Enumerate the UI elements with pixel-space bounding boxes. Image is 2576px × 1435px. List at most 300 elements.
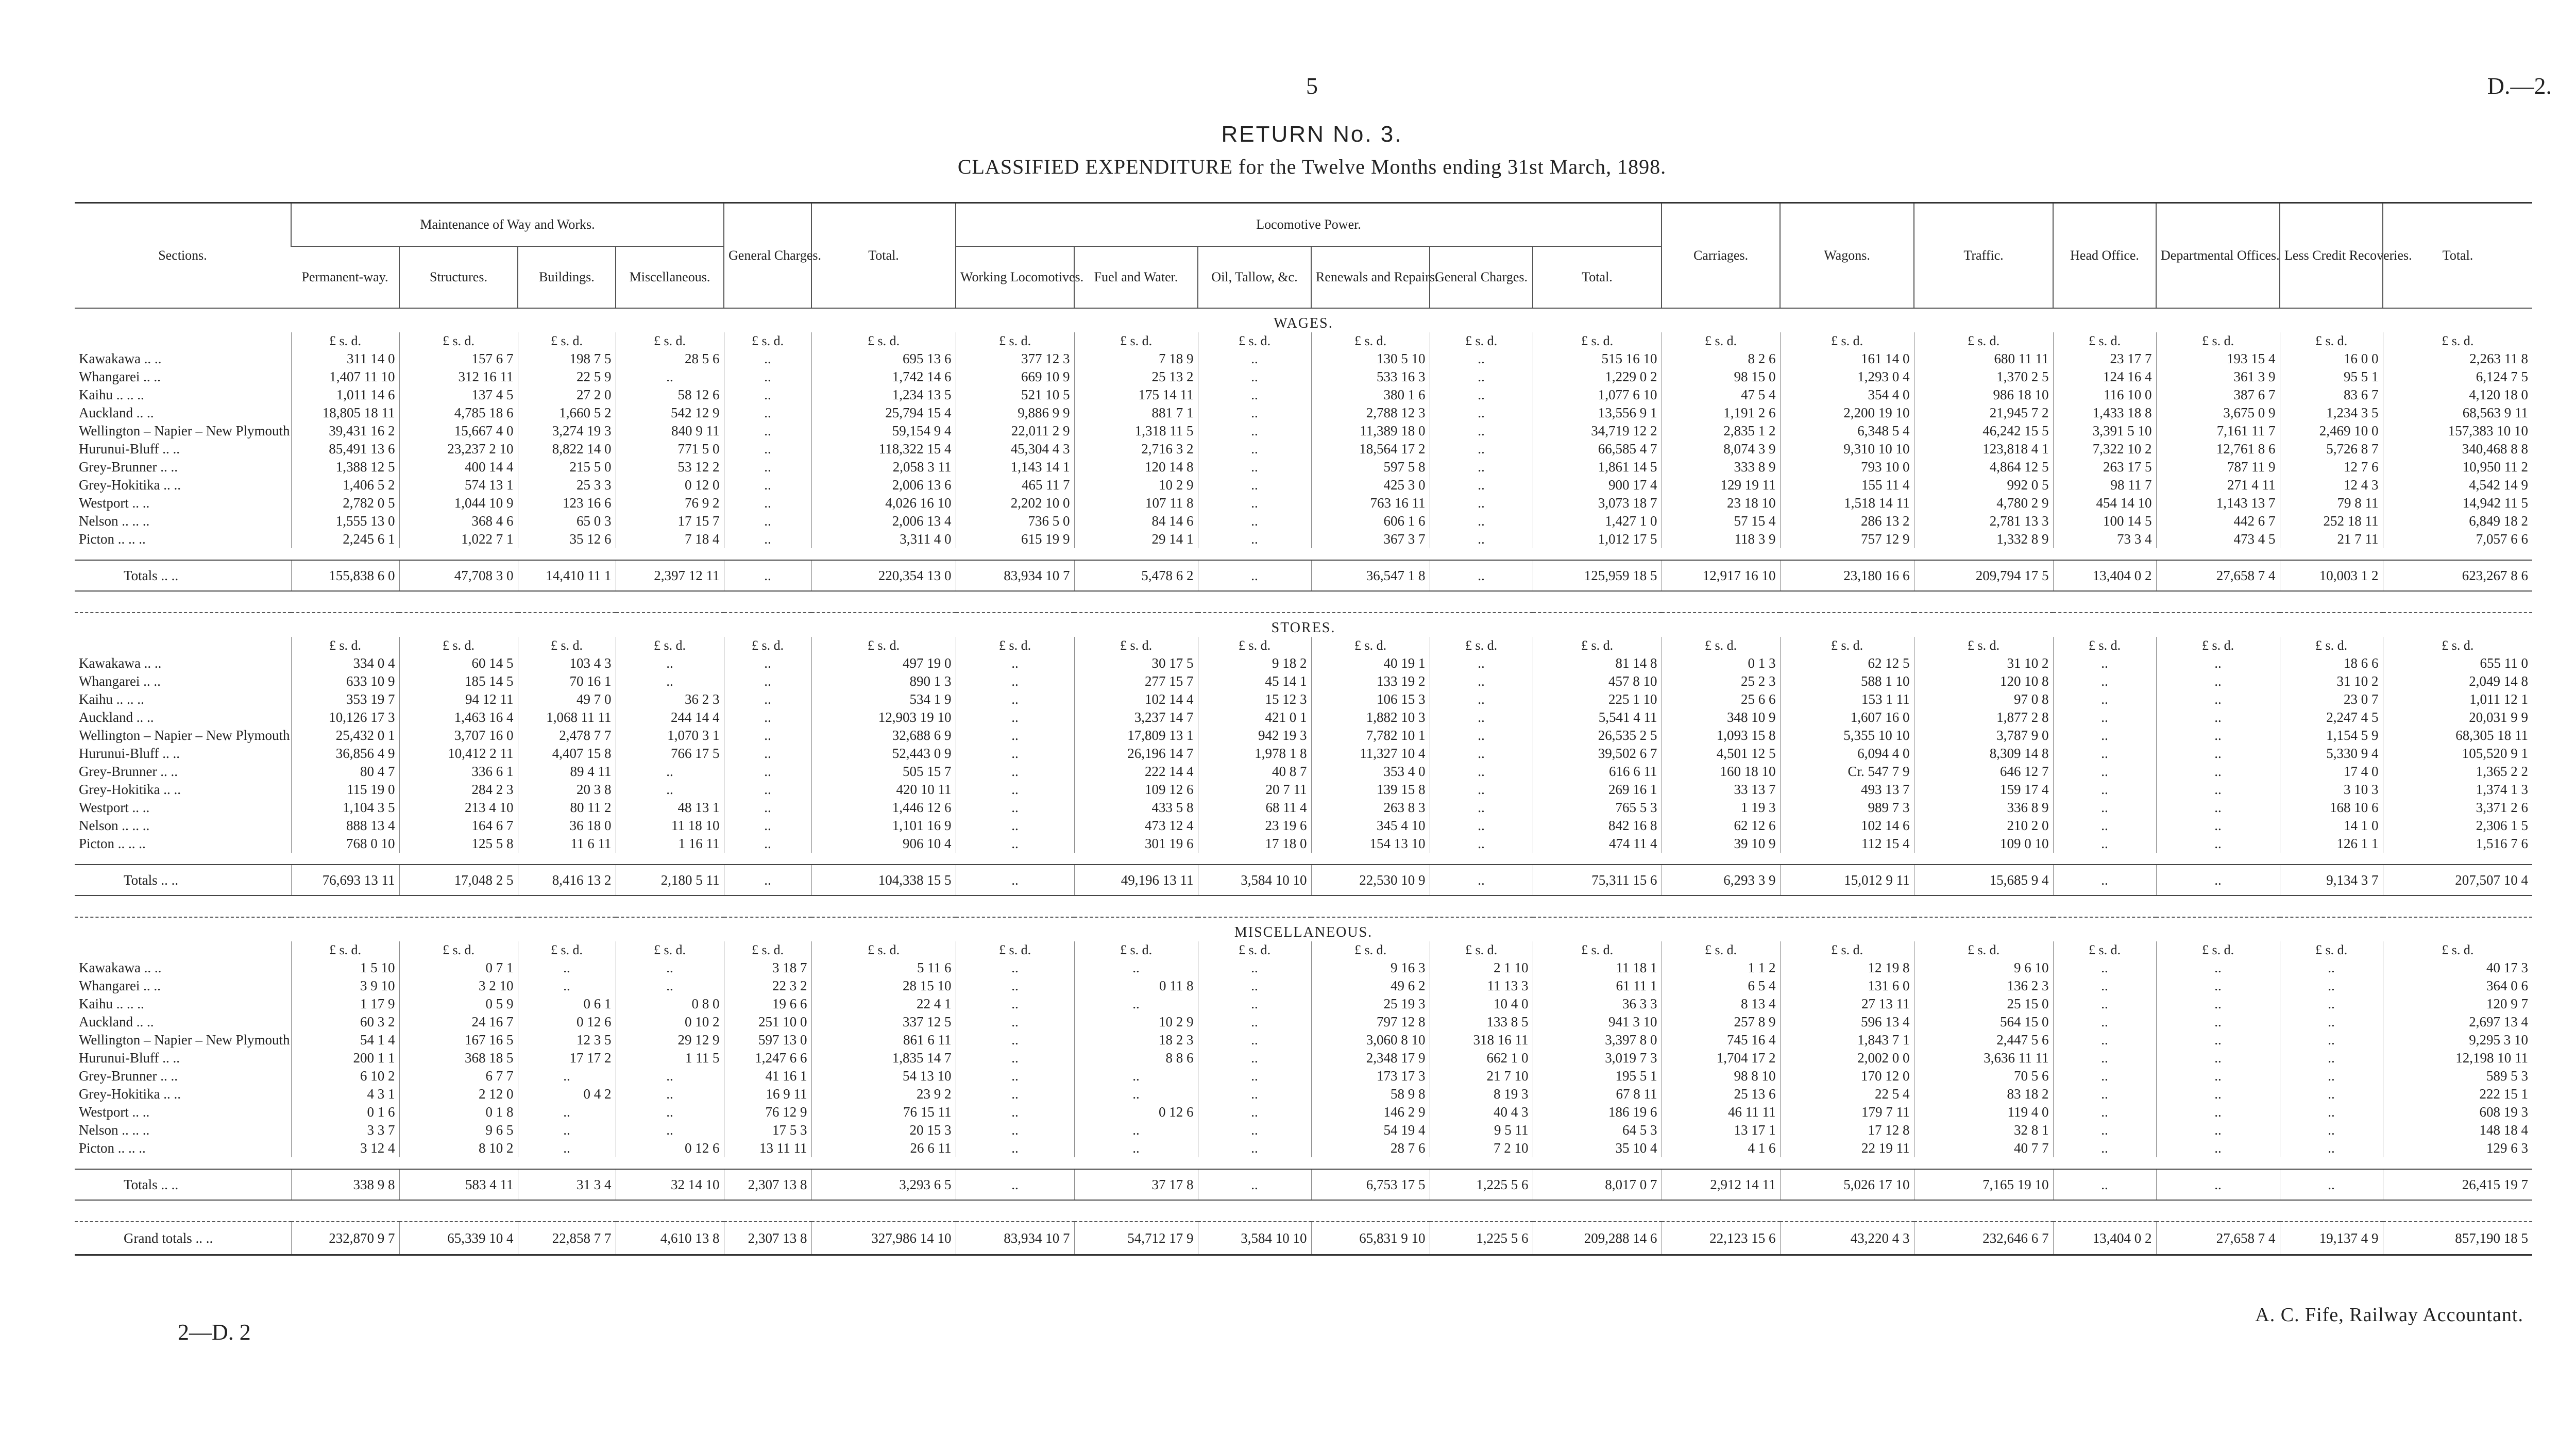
table-cell: ..: [956, 1139, 1074, 1157]
table-cell: 17,048 2 5: [399, 865, 518, 896]
table-cell: 0 8 0: [616, 995, 724, 1013]
table-cell: 646 12 7: [1914, 763, 2053, 781]
currency-unit-label: £ s. d.: [399, 637, 518, 654]
currency-unit-label: £ s. d.: [518, 332, 616, 350]
table-cell: ..: [1430, 781, 1533, 799]
table-row: [75, 1049, 2532, 1067]
table-cell: 1,704 17 2: [1662, 1049, 1780, 1067]
table-cell: 20 3 8: [518, 781, 616, 799]
table-cell: 31 10 2: [1914, 654, 2053, 672]
currency-unit-label: £ s. d.: [2053, 332, 2156, 350]
table-cell: 41 16 1: [724, 1067, 811, 1085]
table-cell: ..: [2156, 763, 2280, 781]
currency-unit-label: £ s. d.: [2383, 637, 2532, 654]
table-cell: 992 0 5: [1914, 476, 2053, 494]
table-cell: 17 17 2: [518, 1049, 616, 1067]
table-cell: 12,917 16 10: [1662, 560, 1780, 591]
table-cell: 12 3 5: [518, 1031, 616, 1049]
table-cell: ..: [1430, 799, 1533, 817]
col-departmental: Departmental Offices.: [2156, 203, 2280, 308]
table-cell: ..: [2280, 1049, 2383, 1067]
table-row: [75, 440, 2532, 458]
table-cell: 200 1 1: [291, 1049, 399, 1067]
section-row-label: Kaihu .. .. ..: [79, 995, 144, 1011]
table-cell: ..: [724, 672, 811, 690]
table-row: [75, 1013, 2532, 1031]
table-cell: 115 19 0: [291, 781, 399, 799]
table-cell: 89 4 11: [518, 763, 616, 781]
table-cell: 36 18 0: [518, 817, 616, 835]
table-cell: 25 19 3: [1311, 995, 1430, 1013]
table-cell: ..: [1430, 654, 1533, 672]
table-cell: 29 12 9: [616, 1031, 724, 1049]
table-cell: ..: [956, 817, 1074, 835]
table-cell: 10,412 2 11: [399, 745, 518, 763]
table-cell: 26,415 19 7: [2383, 1169, 2532, 1200]
table-cell: ..: [2053, 799, 2156, 817]
table-cell: 3,019 7 3: [1533, 1049, 1662, 1067]
table-cell: 12 4 3: [2280, 476, 2383, 494]
table-cell: ..: [1430, 440, 1533, 458]
table-cell: 615 19 9: [956, 530, 1074, 548]
table-cell: ..: [2280, 995, 2383, 1013]
table-cell: 75,311 15 6: [1533, 865, 1662, 896]
section-row-label: Nelson .. .. ..: [79, 513, 150, 529]
table-cell: 65,339 10 4: [399, 1222, 518, 1255]
table-cell: 98 8 10: [1662, 1067, 1780, 1085]
table-cell: 12,761 8 6: [2156, 440, 2280, 458]
table-cell: ..: [1198, 1139, 1311, 1157]
table-cell: ..: [2156, 727, 2280, 745]
table-cell: 361 3 9: [2156, 368, 2280, 386]
table-cell: 348 10 9: [1662, 708, 1780, 727]
totals-row: [75, 1169, 2532, 1200]
table-cell: ..: [2156, 799, 2280, 817]
table-cell: 7,165 19 10: [1914, 1169, 2053, 1200]
table-cell: 286 13 2: [1780, 512, 1914, 530]
table-cell: ..: [1430, 458, 1533, 476]
table-cell: 1,742 14 6: [811, 368, 956, 386]
section-row-label: Wellington – Napier – New Plymouth: [79, 727, 290, 743]
table-cell: ..: [2053, 690, 2156, 708]
table-cell: ..: [2280, 1121, 2383, 1139]
table-cell: 763 16 11: [1311, 494, 1430, 512]
table-cell: 103 4 3: [518, 654, 616, 672]
table-cell: ..: [2053, 1067, 2156, 1085]
currency-unit-label: £ s. d.: [1074, 637, 1198, 654]
table-cell: 6 7 7: [399, 1067, 518, 1085]
table-cell: 597 5 8: [1311, 458, 1430, 476]
table-cell: 3,787 9 0: [1914, 727, 2053, 745]
currency-unit-label: £ s. d.: [1311, 941, 1430, 959]
document-code: D.—2.: [2487, 73, 2552, 99]
table-cell: ..: [2280, 1031, 2383, 1049]
table-cell: 8,416 13 2: [518, 865, 616, 896]
table-cell: 36,856 4 9: [291, 745, 399, 763]
table-row: [75, 1067, 2532, 1085]
table-cell: 31 10 2: [2280, 672, 2383, 690]
section-row-label: Westport .. ..: [79, 1104, 150, 1120]
section-row-label: Kawakawa .. ..: [79, 350, 162, 366]
table-cell: 0 12 6: [1074, 1103, 1198, 1121]
table-cell: 263 8 3: [1311, 799, 1430, 817]
currency-unit-label: £ s. d.: [2280, 637, 2383, 654]
table-cell: 7,782 10 1: [1311, 727, 1430, 745]
table-cell: 1,978 1 8: [1198, 745, 1311, 763]
table-cell: 3 3 7: [291, 1121, 399, 1139]
group-maintenance: Maintenance of Way and Works.: [291, 203, 724, 246]
currency-unit-label: £ s. d.: [1198, 332, 1311, 350]
table-cell: 83 6 7: [2280, 386, 2383, 404]
table-cell: 33 13 7: [1662, 781, 1780, 799]
currency-unit-label: £ s. d.: [2383, 332, 2532, 350]
table-cell: ..: [1074, 959, 1198, 977]
table-cell: ..: [724, 440, 811, 458]
totals-label: Totals .. ..: [75, 1169, 291, 1200]
table-cell: 941 3 10: [1533, 1013, 1662, 1031]
table-cell: 13 11 11: [724, 1139, 811, 1157]
table-row: [75, 404, 2532, 422]
table-cell: 1,229 0 2: [1533, 368, 1662, 386]
table-cell: 130 5 10: [1311, 350, 1430, 368]
table-cell: 3,707 16 0: [399, 727, 518, 745]
table-cell: ..: [1430, 817, 1533, 835]
table-cell: 338 9 8: [291, 1169, 399, 1200]
table-cell: ..: [1430, 727, 1533, 745]
table-cell: 766 17 5: [616, 745, 724, 763]
table-cell: 83,934 10 7: [956, 1222, 1074, 1255]
table-cell: 380 1 6: [1311, 386, 1430, 404]
table-cell: ..: [2053, 1103, 2156, 1121]
table-cell: 3,584 10 10: [1198, 1222, 1311, 1255]
table-cell: 8,074 3 9: [1662, 440, 1780, 458]
section-row-label: Grey-Hokitika .. ..: [79, 781, 181, 797]
table-cell: ..: [2156, 708, 2280, 727]
table-cell: 1,011 12 1: [2383, 690, 2532, 708]
table-cell: 0 5 9: [399, 995, 518, 1013]
table-cell: 157,383 10 10: [2383, 422, 2532, 440]
table-cell: 3 2 10: [399, 977, 518, 995]
table-cell: 170 12 0: [1780, 1067, 1914, 1085]
table-cell: 232,646 6 7: [1914, 1222, 2053, 1255]
table-cell: 251 10 0: [724, 1013, 811, 1031]
table-cell: 420 10 11: [811, 781, 956, 799]
section-row-label: Grey-Hokitika .. ..: [79, 1086, 181, 1102]
table-cell: 104,338 15 5: [811, 865, 956, 896]
table-cell: 15,667 4 0: [399, 422, 518, 440]
table-cell: 21,945 7 2: [1914, 404, 2053, 422]
table-cell: 18,805 18 11: [291, 404, 399, 422]
table-cell: 11,389 18 0: [1311, 422, 1430, 440]
table-cell: 25,432 0 1: [291, 727, 399, 745]
table-cell: 6,348 5 4: [1780, 422, 1914, 440]
col-structures: Structures.: [399, 246, 518, 308]
table-cell: ..: [2156, 1139, 2280, 1157]
table-row: [75, 817, 2532, 835]
table-cell: 9,886 9 9: [956, 404, 1074, 422]
table-cell: 207,507 10 4: [2383, 865, 2532, 896]
table-cell: 542 12 9: [616, 404, 724, 422]
table-cell: 120 14 8: [1074, 458, 1198, 476]
table-cell: 119 4 0: [1914, 1103, 2053, 1121]
table-cell: ..: [724, 530, 811, 548]
currency-unit-label: £ s. d.: [956, 941, 1074, 959]
table-cell: 13,404 0 2: [2053, 560, 2156, 591]
currency-unit-label: £ s. d.: [616, 332, 724, 350]
table-cell: 25 13 6: [1662, 1085, 1780, 1103]
table-cell: 129 6 3: [2383, 1139, 2532, 1157]
table-cell: ..: [2053, 817, 2156, 835]
table-cell: 17 12 8: [1780, 1121, 1914, 1139]
table-cell: 232,870 9 7: [291, 1222, 399, 1255]
table-cell: ..: [1198, 386, 1311, 404]
table-cell: 126 1 1: [2280, 835, 2383, 853]
table-cell: ..: [2053, 1031, 2156, 1049]
table-cell: 0 1 3: [1662, 654, 1780, 672]
table-cell: 3,311 4 0: [811, 530, 956, 548]
table-cell: 81 14 8: [1533, 654, 1662, 672]
table-cell: 606 1 6: [1311, 512, 1430, 530]
table-cell: 6 5 4: [1662, 977, 1780, 995]
table-cell: 11,327 10 4: [1311, 745, 1430, 763]
table-cell: ..: [2156, 1103, 2280, 1121]
table-cell: ..: [2053, 865, 2156, 896]
footer-signature: A. C. Fife, Railway Accountant.: [2255, 1304, 2523, 1326]
table-cell: 1,143 14 1: [956, 458, 1074, 476]
separator-cell: [75, 1200, 2532, 1222]
table-cell: 0 11 8: [1074, 977, 1198, 995]
table-row: [75, 995, 2532, 1013]
section-row-label: Picton .. .. ..: [79, 1140, 146, 1156]
section-row-label: Wellington – Napier – New Plymouth: [79, 423, 290, 438]
table-cell: ..: [1430, 422, 1533, 440]
table-cell: 337 12 5: [811, 1013, 956, 1031]
table-cell: ..: [724, 708, 811, 727]
spacer-row: [75, 1157, 2532, 1169]
table-cell: ..: [2280, 1139, 2383, 1157]
table-cell: 589 5 3: [2383, 1067, 2532, 1085]
table-cell: 136 2 3: [1914, 977, 2053, 995]
table-cell: 1,225 5 6: [1430, 1222, 1533, 1255]
currency-unit-label: £ s. d.: [956, 332, 1074, 350]
table-cell: 29 14 1: [1074, 530, 1198, 548]
table-cell: 36 3 3: [1533, 995, 1662, 1013]
table-cell: 23 9 2: [811, 1085, 956, 1103]
table-cell: 334 0 4: [291, 654, 399, 672]
table-cell: 336 8 9: [1914, 799, 2053, 817]
table-cell: 4,780 2 9: [1914, 494, 2053, 512]
table-cell: 10,126 17 3: [291, 708, 399, 727]
table-cell: 123 16 6: [518, 494, 616, 512]
table-cell: ..: [2053, 959, 2156, 977]
table-cell: ..: [1430, 386, 1533, 404]
table-row: [75, 1085, 2532, 1103]
table-cell: ..: [1198, 1085, 1311, 1103]
table-cell: 497 19 0: [811, 654, 956, 672]
table-cell: Cr. 547 7 9: [1780, 763, 1914, 781]
table-cell: ..: [2156, 1085, 2280, 1103]
table-cell: 387 6 7: [2156, 386, 2280, 404]
table-cell: 4,501 12 5: [1662, 745, 1780, 763]
table-cell: 32 14 10: [616, 1169, 724, 1200]
table-cell: 36,547 1 8: [1311, 560, 1430, 591]
table-cell: 160 18 10: [1662, 763, 1780, 781]
totals-row: [75, 865, 2532, 896]
table-row: [75, 781, 2532, 799]
table-cell: 857,190 18 5: [2383, 1222, 2532, 1255]
table-cell: ..: [724, 386, 811, 404]
table-cell: 186 19 6: [1533, 1103, 1662, 1121]
table-cell: 167 16 5: [399, 1031, 518, 1049]
table-cell: ..: [518, 1139, 616, 1157]
table-cell: 1,861 14 5: [1533, 458, 1662, 476]
table-cell: 583 4 11: [399, 1169, 518, 1200]
table-cell: 22 3 2: [724, 977, 811, 995]
table-cell: 125 5 8: [399, 835, 518, 853]
table-cell: 73 3 4: [2053, 530, 2156, 548]
table-cell: ..: [724, 865, 811, 896]
table-cell: 3 9 10: [291, 977, 399, 995]
table-cell: 18 6 6: [2280, 654, 2383, 672]
table-cell: 8 13 4: [1662, 995, 1780, 1013]
table-row: [75, 476, 2532, 494]
table-cell: 222 15 1: [2383, 1085, 2532, 1103]
table-cell: 60 14 5: [399, 654, 518, 672]
table-cell: 2,006 13 6: [811, 476, 956, 494]
table-row: [75, 350, 2532, 368]
table-cell: 1,407 11 10: [291, 368, 399, 386]
table-cell: 19 6 6: [724, 995, 811, 1013]
table-cell: ..: [1198, 1013, 1311, 1031]
table-cell: 31 3 4: [518, 1169, 616, 1200]
table-cell: 353 19 7: [291, 690, 399, 708]
table-cell: 1 19 3: [1662, 799, 1780, 817]
table-cell: 3,371 2 6: [2383, 799, 2532, 817]
table-cell: 336 6 1: [399, 763, 518, 781]
table-cell: 102 14 6: [1780, 817, 1914, 835]
table-cell: 3,293 6 5: [811, 1169, 956, 1200]
table-row: [75, 654, 2532, 672]
currency-unit-label: £ s. d.: [2156, 332, 2280, 350]
table-cell: 154 13 10: [1311, 835, 1430, 853]
table-cell: 4,026 16 10: [811, 494, 956, 512]
table-cell: ..: [724, 494, 811, 512]
table-cell: 49 6 2: [1311, 977, 1430, 995]
section-row-label: Kawakawa .. ..: [79, 655, 162, 671]
table-cell: 0 1 6: [291, 1103, 399, 1121]
table-cell: ..: [1198, 560, 1311, 591]
table-cell: ..: [1198, 1103, 1311, 1121]
table-cell: 0 4 2: [518, 1085, 616, 1103]
table-cell: ..: [1430, 512, 1533, 530]
table-cell: ..: [2156, 1169, 2280, 1200]
table-cell: 9 6 5: [399, 1121, 518, 1139]
table-cell: 1,660 5 2: [518, 404, 616, 422]
currency-unit-label: £ s. d.: [1430, 941, 1533, 959]
col-miscellaneous: Miscellaneous.: [616, 246, 724, 308]
currency-unit-label: £ s. d.: [1662, 332, 1780, 350]
table-cell: 168 10 6: [2280, 799, 2383, 817]
table-cell: ..: [1198, 440, 1311, 458]
table-cell: 20,031 9 9: [2383, 708, 2532, 727]
table-cell: 1,011 14 6: [291, 386, 399, 404]
section-row-label: Auckland .. ..: [79, 709, 154, 725]
table-cell: 80 4 7: [291, 763, 399, 781]
table-cell: 505 15 7: [811, 763, 956, 781]
table-cell: 2,478 7 7: [518, 727, 616, 745]
table-cell: ..: [724, 835, 811, 853]
table-cell: 39,502 6 7: [1533, 745, 1662, 763]
table-cell: 1,332 8 9: [1914, 530, 2053, 548]
table-cell: 62 12 6: [1662, 817, 1780, 835]
table-cell: 1 1 2: [1662, 959, 1780, 977]
table-cell: 25 6 6: [1662, 690, 1780, 708]
grand-totals-label: Grand totals .. ..: [75, 1222, 291, 1255]
table-cell: 2,306 1 5: [2383, 817, 2532, 835]
section-title: MISCELLANEOUS.: [1234, 924, 1373, 940]
table-cell: 18,564 17 2: [1311, 440, 1430, 458]
table-cell: 906 10 4: [811, 835, 956, 853]
table-cell: 890 1 3: [811, 672, 956, 690]
table-cell: 1,518 14 11: [1780, 494, 1914, 512]
table-cell: 454 14 10: [2053, 494, 2156, 512]
section-heading: [75, 613, 2532, 637]
table-cell: 222 14 4: [1074, 763, 1198, 781]
table-cell: 59,154 9 4: [811, 422, 956, 440]
table-cell: ..: [1430, 530, 1533, 548]
table-cell: ..: [724, 817, 811, 835]
table-cell: 23 0 7: [2280, 690, 2383, 708]
table-cell: ..: [724, 476, 811, 494]
table-row: [75, 494, 2532, 512]
table-cell: 94 12 11: [399, 690, 518, 708]
table-cell: 45 14 1: [1198, 672, 1311, 690]
table-cell: ..: [724, 745, 811, 763]
table-cell: ..: [1198, 458, 1311, 476]
currency-unit-label: £ s. d.: [1311, 637, 1430, 654]
table-cell: 745 16 4: [1662, 1031, 1780, 1049]
table-cell: 45,304 4 3: [956, 440, 1074, 458]
table-cell: 353 4 0: [1311, 763, 1430, 781]
table-cell: ..: [1430, 745, 1533, 763]
section-row-label: Kaihu .. .. ..: [79, 691, 144, 707]
table-cell: 3,073 18 7: [1533, 494, 1662, 512]
table-cell: 9,295 3 10: [2383, 1031, 2532, 1049]
table-cell: ..: [2053, 835, 2156, 853]
currency-unit-label: £ s. d.: [1662, 941, 1780, 959]
table-cell: 2,782 0 5: [291, 494, 399, 512]
section-heading: [75, 917, 2532, 941]
table-cell: 534 1 9: [811, 690, 956, 708]
table-cell: ..: [616, 1103, 724, 1121]
table-cell: 0 12 0: [616, 476, 724, 494]
table-cell: ..: [2280, 959, 2383, 977]
table-cell: 8,309 14 8: [1914, 745, 2053, 763]
table-cell: 333 8 9: [1662, 458, 1780, 476]
table-cell: 85,491 13 6: [291, 440, 399, 458]
currency-unit-label: £ s. d.: [956, 637, 1074, 654]
table-cell: 4,864 12 5: [1914, 458, 2053, 476]
table-cell: 6 10 2: [291, 1067, 399, 1085]
table-cell: 6,094 4 0: [1780, 745, 1914, 763]
spacer-row: [75, 853, 2532, 865]
table-cell: ..: [956, 995, 1074, 1013]
table-cell: ..: [1198, 476, 1311, 494]
table-cell: 2,697 13 4: [2383, 1013, 2532, 1031]
table-cell: 2,006 13 4: [811, 512, 956, 530]
table-cell: 4,407 15 8: [518, 745, 616, 763]
col-wagons: Wagons.: [1780, 203, 1914, 308]
